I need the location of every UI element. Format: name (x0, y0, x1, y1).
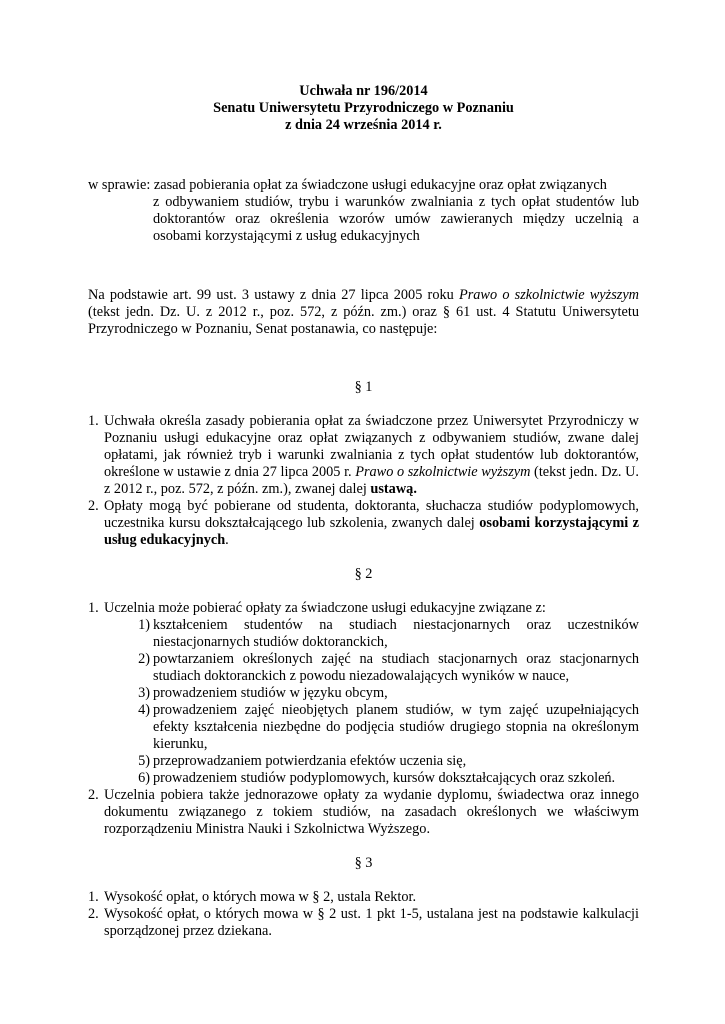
resolution-number: Uchwała nr 196/2014 (299, 83, 428, 99)
sub-list-item (104, 685, 639, 702)
legal-basis-text-2: (tekst jedn. Dz. U. z 2012 r., poz. 572, z późn. zm.) oraz § 61 ust. 4 Statutu Uniwersytetu Przyrodniczego w Poznaniu, Senat postanawia, co następuje: (88, 304, 639, 337)
act-title: Prawo o szkolnictwie wyższym (458, 287, 639, 303)
section-3-heading: § 3 (354, 855, 373, 871)
subject-continuation (88, 194, 639, 245)
sub-item-text: powtarzaniem określonych zajęć na studiach stacjonarnych oraz stacjonarnych studiach doktoranckich z powodu niezadowalających wyników w nauce, (153, 651, 639, 684)
sub-item-number: 1) (138, 617, 150, 633)
list-item (88, 787, 639, 838)
item-number: 1. (88, 889, 99, 905)
sub-item-number: 4) (138, 702, 150, 718)
item-number: 2. (88, 498, 99, 514)
section-2-list (88, 600, 639, 838)
subject-text (154, 177, 639, 194)
list-item (88, 889, 639, 906)
item-text: Uczelnia pobiera także jednorazowe opłaty za wydanie dyplomu, świadectwa oraz innego dokumentu związanego z tokiem studiów, na zasadach określonych we właściwym rozporządzeniu Ministra Nauki i Szkolnictwa Wyższego. (104, 787, 639, 837)
list-item (88, 413, 639, 498)
subject-block (88, 177, 639, 194)
list-item (88, 498, 639, 549)
list-item (88, 906, 639, 940)
resolution-header (88, 83, 639, 134)
sub-item-text: przeprowadzaniem potwierdzania efektów uczenia się, (153, 753, 467, 769)
section-1-list (88, 413, 639, 549)
sub-item-number: 3) (138, 685, 150, 701)
sub-list-item (104, 753, 639, 770)
item-number: 1. (88, 413, 99, 429)
item-number: 2. (88, 906, 99, 922)
sub-item-text: prowadzeniem studiów podyplomowych, kursów dokształcających oraz szkoleń. (153, 770, 616, 786)
list-item (88, 600, 639, 787)
section-2-sublist (104, 617, 639, 787)
resolution-date: z dnia 24 września 2014 r. (285, 117, 442, 133)
legal-basis (88, 287, 639, 338)
item-text: Uczelnia może pobierać opłaty za świadczone usługi edukacyjne związane z: (104, 600, 546, 616)
sub-item-number: 2) (138, 651, 150, 667)
section-1-heading: § 1 (354, 379, 373, 395)
item-text: Wysokość opłat, o których mowa w § 2 ust. 1 pkt 1-5, ustalana jest na podstawie kalkulacji sporządzonej przez dziekana. (104, 906, 639, 939)
sub-item-number: 5) (138, 753, 150, 769)
item-text: Wysokość opłat, o których mowa w § 2, ustala Rektor. (104, 889, 417, 905)
subject-label: w sprawie: (88, 177, 154, 193)
item-text-2: (tekst jedn. Dz. U. z 2012 r., poz. 572, z późn. zm.), zwanej dalej (104, 464, 639, 497)
resolution-issuer: Senatu Uniwersytetu Przyrodniczego w Poznaniu (213, 100, 514, 116)
subject-first-line: zasad pobierania opłat za świadczone usługi edukacyjne oraz opłat związanych (153, 177, 607, 193)
sub-item-text: kształceniem studentów na studiach niestacjonarnych oraz uczestników niestacjonarnych studiów doktoranckich, (153, 617, 639, 650)
sub-list-item (104, 702, 639, 753)
item-text: Uchwała określa zasady pobierania opłat za świadczone przez Uniwersytet Przyrodniczy w Poznaniu usługi edukacyjne oraz opłat związanych z odbywaniem studiów, zwane dalej opłatami, jak również tryb i warunki zwalniania z tych opłat studentów lub doktorantów, określone w ustawie z dnia 27 lipca 2005 r. (104, 413, 639, 480)
subject-rest: z odbywaniem studiów, trybu i warunków zwalniania z tych opłat studentów lub doktorantów oraz określenia wzorów umów zawieranych między uczelnią a osobami korzystającymi z usług edukacyjnych (153, 194, 639, 244)
item-number: 1. (88, 600, 99, 616)
sub-list-item (104, 770, 639, 787)
act-title: Prawo o szkolnictwie wyższym (355, 464, 531, 480)
sub-item-text: prowadzeniem studiów w języku obcym, (153, 685, 388, 701)
sub-list-item (104, 651, 639, 685)
section-2-heading: § 2 (354, 566, 373, 582)
item-end: . (413, 481, 417, 497)
defined-term: osobami korzystającymi z usług edukacyjnych (104, 515, 639, 548)
item-text: Opłaty mogą być pobierane od studenta, doktoranta, słuchacza studiów podyplomowych, uczestnika kursu dokształcającego lub szkolenia, zwanych dalej (104, 498, 639, 531)
legal-basis-text: Na podstawie art. 99 ust. 3 ustawy z dnia 27 lipca 2005 roku (88, 287, 459, 303)
sub-item-text: prowadzeniem zajęć nieobjętych planem studiów, w tym zajęć uzupełniających efekty kształcenia niezbędne do podjęcia studiów drugiego stopnia na określonym kierunku, (153, 702, 639, 752)
item-number: 2. (88, 787, 99, 803)
section-3-list (88, 889, 639, 940)
item-end: . (225, 532, 229, 548)
sub-item-number: 6) (138, 770, 150, 786)
defined-term: ustawą (370, 481, 414, 497)
sub-list-item (104, 617, 639, 651)
